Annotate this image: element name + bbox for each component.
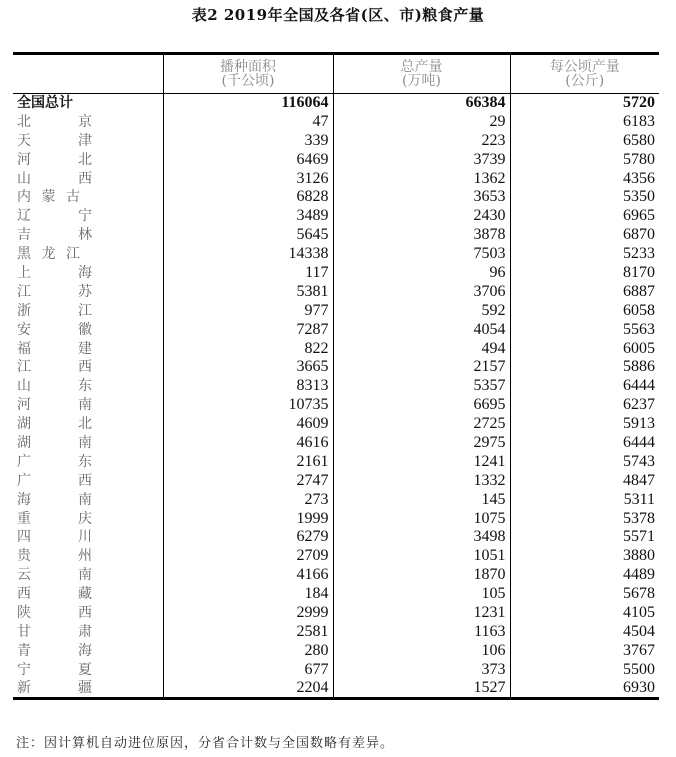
region-name xyxy=(13,188,163,207)
total-output-cell: 1870 xyxy=(333,566,510,585)
table-row xyxy=(13,358,659,377)
yield-cell: 6887 xyxy=(510,282,659,301)
table-row xyxy=(13,112,659,131)
region-name-text: 黑 龙 江 xyxy=(17,246,80,263)
header-yield-unit: (公斤) xyxy=(565,73,605,89)
region-name xyxy=(13,226,163,245)
region-name-text: 青 海 xyxy=(17,642,92,659)
region-name xyxy=(13,207,163,226)
region-name xyxy=(13,490,163,509)
yield-cell: 8170 xyxy=(510,264,659,283)
sown-area-cell: 184 xyxy=(163,585,333,604)
yield-cell: 5571 xyxy=(510,528,659,547)
table-row xyxy=(13,622,659,641)
sown-area-cell: 1999 xyxy=(163,509,333,528)
sown-area-cell: 822 xyxy=(163,339,333,358)
yield-cell: 6930 xyxy=(510,679,659,699)
sown-area-cell: 3489 xyxy=(163,207,333,226)
sown-area-cell: 14338 xyxy=(163,245,333,264)
table-row xyxy=(13,320,659,339)
total-output-cell: 1163 xyxy=(333,622,510,641)
table-row xyxy=(13,660,659,679)
yield-cell: 5678 xyxy=(510,585,659,604)
total-output-cell: 2157 xyxy=(333,358,510,377)
region-name-text: 广 西 xyxy=(17,472,92,489)
region-name-text: 海 南 xyxy=(17,491,92,508)
sown-area-cell: 2204 xyxy=(163,679,333,699)
region-name xyxy=(13,264,163,283)
region-name-text: 四 川 xyxy=(17,529,92,546)
total-output-cell: 5357 xyxy=(333,377,510,396)
total-output-cell: 145 xyxy=(333,490,510,509)
region-name xyxy=(13,282,163,301)
table-row xyxy=(13,490,659,509)
total-output-cell: 96 xyxy=(333,264,510,283)
yield-cell: 4504 xyxy=(510,622,659,641)
yield-cell: 5780 xyxy=(510,150,659,169)
region-name-text: 北 京 xyxy=(17,113,92,130)
sown-area-cell: 273 xyxy=(163,490,333,509)
yield-cell: 4489 xyxy=(510,566,659,585)
header-sown-area xyxy=(163,54,333,94)
grain-production-table xyxy=(13,52,659,700)
total-output-cell: 106 xyxy=(333,641,510,660)
total-output-cell: 1362 xyxy=(333,169,510,188)
yield-cell: 5378 xyxy=(510,509,659,528)
table-row xyxy=(13,641,659,660)
total-output-cell: 373 xyxy=(333,660,510,679)
yield-cell: 6005 xyxy=(510,339,659,358)
region-name-text: 全国总计 xyxy=(17,95,73,112)
sown-area-cell: 3665 xyxy=(163,358,333,377)
table-row xyxy=(13,377,659,396)
table-row xyxy=(13,264,659,283)
total-output-cell: 223 xyxy=(333,131,510,150)
region-name xyxy=(13,169,163,188)
region-name xyxy=(13,320,163,339)
sown-area-cell: 47 xyxy=(163,112,333,131)
region-name-text: 江 西 xyxy=(17,359,92,376)
yield-cell: 5350 xyxy=(510,188,659,207)
table-row xyxy=(13,509,659,528)
region-name-text: 辽 宁 xyxy=(17,208,92,225)
region-name xyxy=(13,150,163,169)
sown-area-cell: 280 xyxy=(163,641,333,660)
sown-area-cell: 4616 xyxy=(163,434,333,453)
table-row xyxy=(13,282,659,301)
region-name xyxy=(13,434,163,453)
region-name-text: 吉 林 xyxy=(17,227,92,244)
sown-area-cell: 2999 xyxy=(163,604,333,623)
table-row xyxy=(13,131,659,150)
region-name xyxy=(13,547,163,566)
yield-cell: 5311 xyxy=(510,490,659,509)
sown-area-cell: 977 xyxy=(163,301,333,320)
region-name xyxy=(13,245,163,264)
sown-area-cell: 6828 xyxy=(163,188,333,207)
table-row xyxy=(13,169,659,188)
table-row xyxy=(13,226,659,245)
yield-cell: 6444 xyxy=(510,377,659,396)
yield-cell: 5913 xyxy=(510,415,659,434)
yield-cell: 5886 xyxy=(510,358,659,377)
header-region xyxy=(13,54,163,94)
sown-area-cell: 116064 xyxy=(163,94,333,113)
yield-cell: 4847 xyxy=(510,471,659,490)
region-name-text: 内 蒙 古 xyxy=(17,189,80,206)
table-row xyxy=(13,604,659,623)
sown-area-cell: 6279 xyxy=(163,528,333,547)
region-name xyxy=(13,679,163,699)
header-yield-per-hectare xyxy=(510,54,659,94)
sown-area-cell: 677 xyxy=(163,660,333,679)
table-row xyxy=(13,434,659,453)
total-output-cell: 105 xyxy=(333,585,510,604)
sown-area-cell: 2747 xyxy=(163,471,333,490)
table-row xyxy=(13,452,659,471)
total-output-cell: 29 xyxy=(333,112,510,131)
region-name-text: 云 南 xyxy=(17,567,92,584)
sown-area-cell: 10735 xyxy=(163,396,333,415)
table-row xyxy=(13,301,659,320)
region-name-text: 上 海 xyxy=(17,264,92,281)
yield-cell: 6183 xyxy=(510,112,659,131)
yield-cell: 3880 xyxy=(510,547,659,566)
yield-cell: 6580 xyxy=(510,131,659,150)
region-name-text: 贵 州 xyxy=(17,548,92,565)
table-row xyxy=(13,245,659,264)
total-output-cell: 1231 xyxy=(333,604,510,623)
sown-area-cell: 7287 xyxy=(163,320,333,339)
table-row xyxy=(13,188,659,207)
region-name xyxy=(13,94,163,113)
total-output-cell: 592 xyxy=(333,301,510,320)
region-name xyxy=(13,339,163,358)
table-body xyxy=(13,94,659,699)
header-sown-area-label: 播种面积 xyxy=(220,59,276,75)
sown-area-cell: 339 xyxy=(163,131,333,150)
region-name-text: 浙 江 xyxy=(17,302,92,319)
yield-cell: 6444 xyxy=(510,434,659,453)
region-name xyxy=(13,604,163,623)
sown-area-cell: 5381 xyxy=(163,282,333,301)
region-name-text: 江 苏 xyxy=(17,283,92,300)
sown-area-cell: 2581 xyxy=(163,622,333,641)
region-name-text: 西 藏 xyxy=(17,586,92,603)
header-total-output-label: 总产量 xyxy=(400,59,443,75)
table-row xyxy=(13,396,659,415)
table-row xyxy=(13,471,659,490)
yield-cell: 6870 xyxy=(510,226,659,245)
yield-cell: 5233 xyxy=(510,245,659,264)
region-name xyxy=(13,377,163,396)
region-name xyxy=(13,509,163,528)
table-row xyxy=(13,528,659,547)
total-output-cell: 4054 xyxy=(333,320,510,339)
sown-area-cell: 2161 xyxy=(163,452,333,471)
region-name-text: 新 疆 xyxy=(17,680,92,697)
region-name-text: 河 北 xyxy=(17,151,92,168)
yield-cell: 5743 xyxy=(510,452,659,471)
region-name xyxy=(13,641,163,660)
table-row xyxy=(13,585,659,604)
table-row xyxy=(13,415,659,434)
region-name-text: 山 西 xyxy=(17,170,92,187)
region-name xyxy=(13,660,163,679)
sown-area-cell: 8313 xyxy=(163,377,333,396)
region-name-text: 湖 南 xyxy=(17,434,92,451)
table-row xyxy=(13,547,659,566)
footnote: 注：因计算机自动进位原因，分省合计数与全国数略有差异。 xyxy=(16,736,395,751)
total-output-cell: 2430 xyxy=(333,207,510,226)
region-name-text: 甘 肃 xyxy=(17,623,92,640)
sown-area-cell: 5645 xyxy=(163,226,333,245)
header-sown-area-unit: (千公顷) xyxy=(221,73,275,89)
total-output-cell: 3739 xyxy=(333,150,510,169)
header-total-output xyxy=(333,54,510,94)
total-output-cell: 2975 xyxy=(333,434,510,453)
table-row xyxy=(13,207,659,226)
yield-cell: 6237 xyxy=(510,396,659,415)
region-name xyxy=(13,396,163,415)
sown-area-cell: 4166 xyxy=(163,566,333,585)
header-row xyxy=(13,54,659,94)
sown-area-cell: 2709 xyxy=(163,547,333,566)
total-output-cell: 3878 xyxy=(333,226,510,245)
table-row xyxy=(13,339,659,358)
region-name-text: 陕 西 xyxy=(17,604,92,621)
total-row xyxy=(13,94,659,113)
yield-cell: 4356 xyxy=(510,169,659,188)
header-yield-label: 每公顷产量 xyxy=(549,59,620,75)
sown-area-cell: 6469 xyxy=(163,150,333,169)
total-output-cell: 2725 xyxy=(333,415,510,434)
total-output-cell: 1527 xyxy=(333,679,510,699)
table-title: 表2 2019年全国及各省(区、市)粮食产量 xyxy=(191,6,485,24)
region-name xyxy=(13,358,163,377)
region-name xyxy=(13,566,163,585)
total-output-cell: 66384 xyxy=(333,94,510,113)
region-name-text: 天 津 xyxy=(17,132,92,149)
region-name-text: 河 南 xyxy=(17,397,92,414)
sown-area-cell: 3126 xyxy=(163,169,333,188)
total-output-cell: 6695 xyxy=(333,396,510,415)
region-name-text: 广 东 xyxy=(17,453,92,470)
table-row xyxy=(13,566,659,585)
table-row xyxy=(13,150,659,169)
region-name xyxy=(13,471,163,490)
sown-area-cell: 117 xyxy=(163,264,333,283)
yield-cell: 5500 xyxy=(510,660,659,679)
total-output-cell: 1332 xyxy=(333,471,510,490)
total-output-cell: 1051 xyxy=(333,547,510,566)
total-output-cell: 1075 xyxy=(333,509,510,528)
region-name xyxy=(13,415,163,434)
yield-cell: 3767 xyxy=(510,641,659,660)
total-output-cell: 7503 xyxy=(333,245,510,264)
region-name-text: 福 建 xyxy=(17,340,92,357)
region-name-text: 山 东 xyxy=(17,378,92,395)
region-name-text: 宁 夏 xyxy=(17,661,92,678)
region-name xyxy=(13,452,163,471)
region-name xyxy=(13,301,163,320)
region-name-text: 重 庆 xyxy=(17,510,92,527)
region-name xyxy=(13,528,163,547)
total-output-cell: 494 xyxy=(333,339,510,358)
total-output-cell: 3653 xyxy=(333,188,510,207)
yield-cell: 6965 xyxy=(510,207,659,226)
yield-cell: 5720 xyxy=(510,94,659,113)
yield-cell: 5563 xyxy=(510,320,659,339)
yield-cell: 6058 xyxy=(510,301,659,320)
region-name xyxy=(13,131,163,150)
region-name xyxy=(13,622,163,641)
total-output-cell: 1241 xyxy=(333,452,510,471)
region-name xyxy=(13,112,163,131)
yield-cell: 4105 xyxy=(510,604,659,623)
header-total-output-unit: (万吨) xyxy=(402,73,441,89)
sown-area-cell: 4609 xyxy=(163,415,333,434)
total-output-cell: 3498 xyxy=(333,528,510,547)
region-name-text: 安 徽 xyxy=(17,321,92,338)
region-name-text: 湖 北 xyxy=(17,416,92,433)
table-row xyxy=(13,679,659,699)
region-name xyxy=(13,585,163,604)
total-output-cell: 3706 xyxy=(333,282,510,301)
